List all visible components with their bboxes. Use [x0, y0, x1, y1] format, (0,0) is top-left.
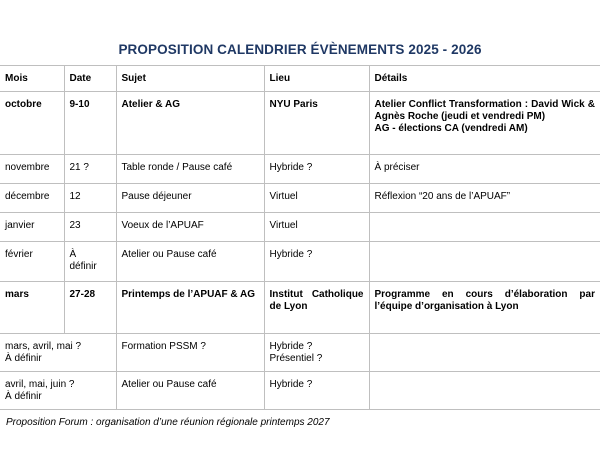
- cell-details: [369, 334, 600, 372]
- cell-lieu: NYU Paris: [264, 92, 369, 155]
- cell-mois: mars, avril, mai ? À définir: [0, 334, 116, 372]
- cell-details: [369, 213, 600, 242]
- cell-lieu: Hybride ?: [264, 155, 369, 184]
- cell-sujet: Table ronde / Pause café: [116, 155, 264, 184]
- cell-details: [369, 242, 600, 282]
- cell-sujet: Atelier ou Pause café: [116, 242, 264, 282]
- cell-date: À définir: [64, 242, 116, 282]
- cell-details: À préciser: [369, 155, 600, 184]
- cell-lieu: Virtuel: [264, 213, 369, 242]
- cell-date: 23: [64, 213, 116, 242]
- cell-lieu: Hybride ?: [264, 372, 369, 410]
- cell-sujet: Pause déjeuner: [116, 184, 264, 213]
- cell-mois: décembre: [0, 184, 64, 213]
- table-row: [0, 184, 600, 213]
- footer-note: Proposition Forum : organisation d’une réunion régionale printemps 2027: [6, 417, 330, 428]
- cell-date: 27-28: [64, 282, 116, 334]
- cell-lieu: Hybride ? Présentiel ?: [264, 334, 369, 372]
- cell-details: Réflexion “20 ans de l’APUAF”: [369, 184, 600, 213]
- header-mois: Mois: [0, 66, 64, 92]
- table-row: [0, 334, 600, 372]
- header-sujet: Sujet: [116, 66, 264, 92]
- cell-lieu: Virtuel: [264, 184, 369, 213]
- cell-date: 9-10: [64, 92, 116, 155]
- table-row: [0, 155, 600, 184]
- cell-mois: octobre: [0, 92, 64, 155]
- cell-lieu: Hybride ?: [264, 242, 369, 282]
- cell-details: Atelier Conflict Transformation : David Wick & Agnès Roche (jeudi et vendredi PM) AG - élections CA (vendredi AM): [369, 92, 600, 155]
- cell-sujet: Atelier & AG: [116, 92, 264, 155]
- table-row: [0, 242, 600, 282]
- cell-sujet: Formation PSSM ?: [116, 334, 264, 372]
- table-header-row: [0, 66, 600, 92]
- cell-date: 12: [64, 184, 116, 213]
- cell-sujet: Voeux de l’APUAF: [116, 213, 264, 242]
- events-table: [0, 65, 600, 410]
- header-lieu: Lieu: [264, 66, 369, 92]
- cell-details: Programme en cours d’élaboration par l’équipe d’organisation à Lyon: [369, 282, 600, 334]
- cell-date: 21 ?: [64, 155, 116, 184]
- header-details: Détails: [369, 66, 600, 92]
- cell-sujet: Atelier ou Pause café: [116, 372, 264, 410]
- page-title: PROPOSITION CALENDRIER ÉVÈNEMENTS 2025 - 2026: [118, 42, 482, 57]
- cell-mois: novembre: [0, 155, 64, 184]
- table-row: [0, 213, 600, 242]
- cell-mois: mars: [0, 282, 64, 334]
- table-row: [0, 92, 600, 155]
- cell-sujet: Printemps de l’APUAF & AG: [116, 282, 264, 334]
- cell-lieu: Institut Catholique de Lyon: [264, 282, 369, 334]
- header-date: Date: [64, 66, 116, 92]
- table-row: [0, 372, 600, 410]
- table-row: [0, 282, 600, 334]
- cell-mois: janvier: [0, 213, 64, 242]
- cell-mois: février: [0, 242, 64, 282]
- cell-mois: avril, mai, juin ? À définir: [0, 372, 116, 410]
- cell-details: [369, 372, 600, 410]
